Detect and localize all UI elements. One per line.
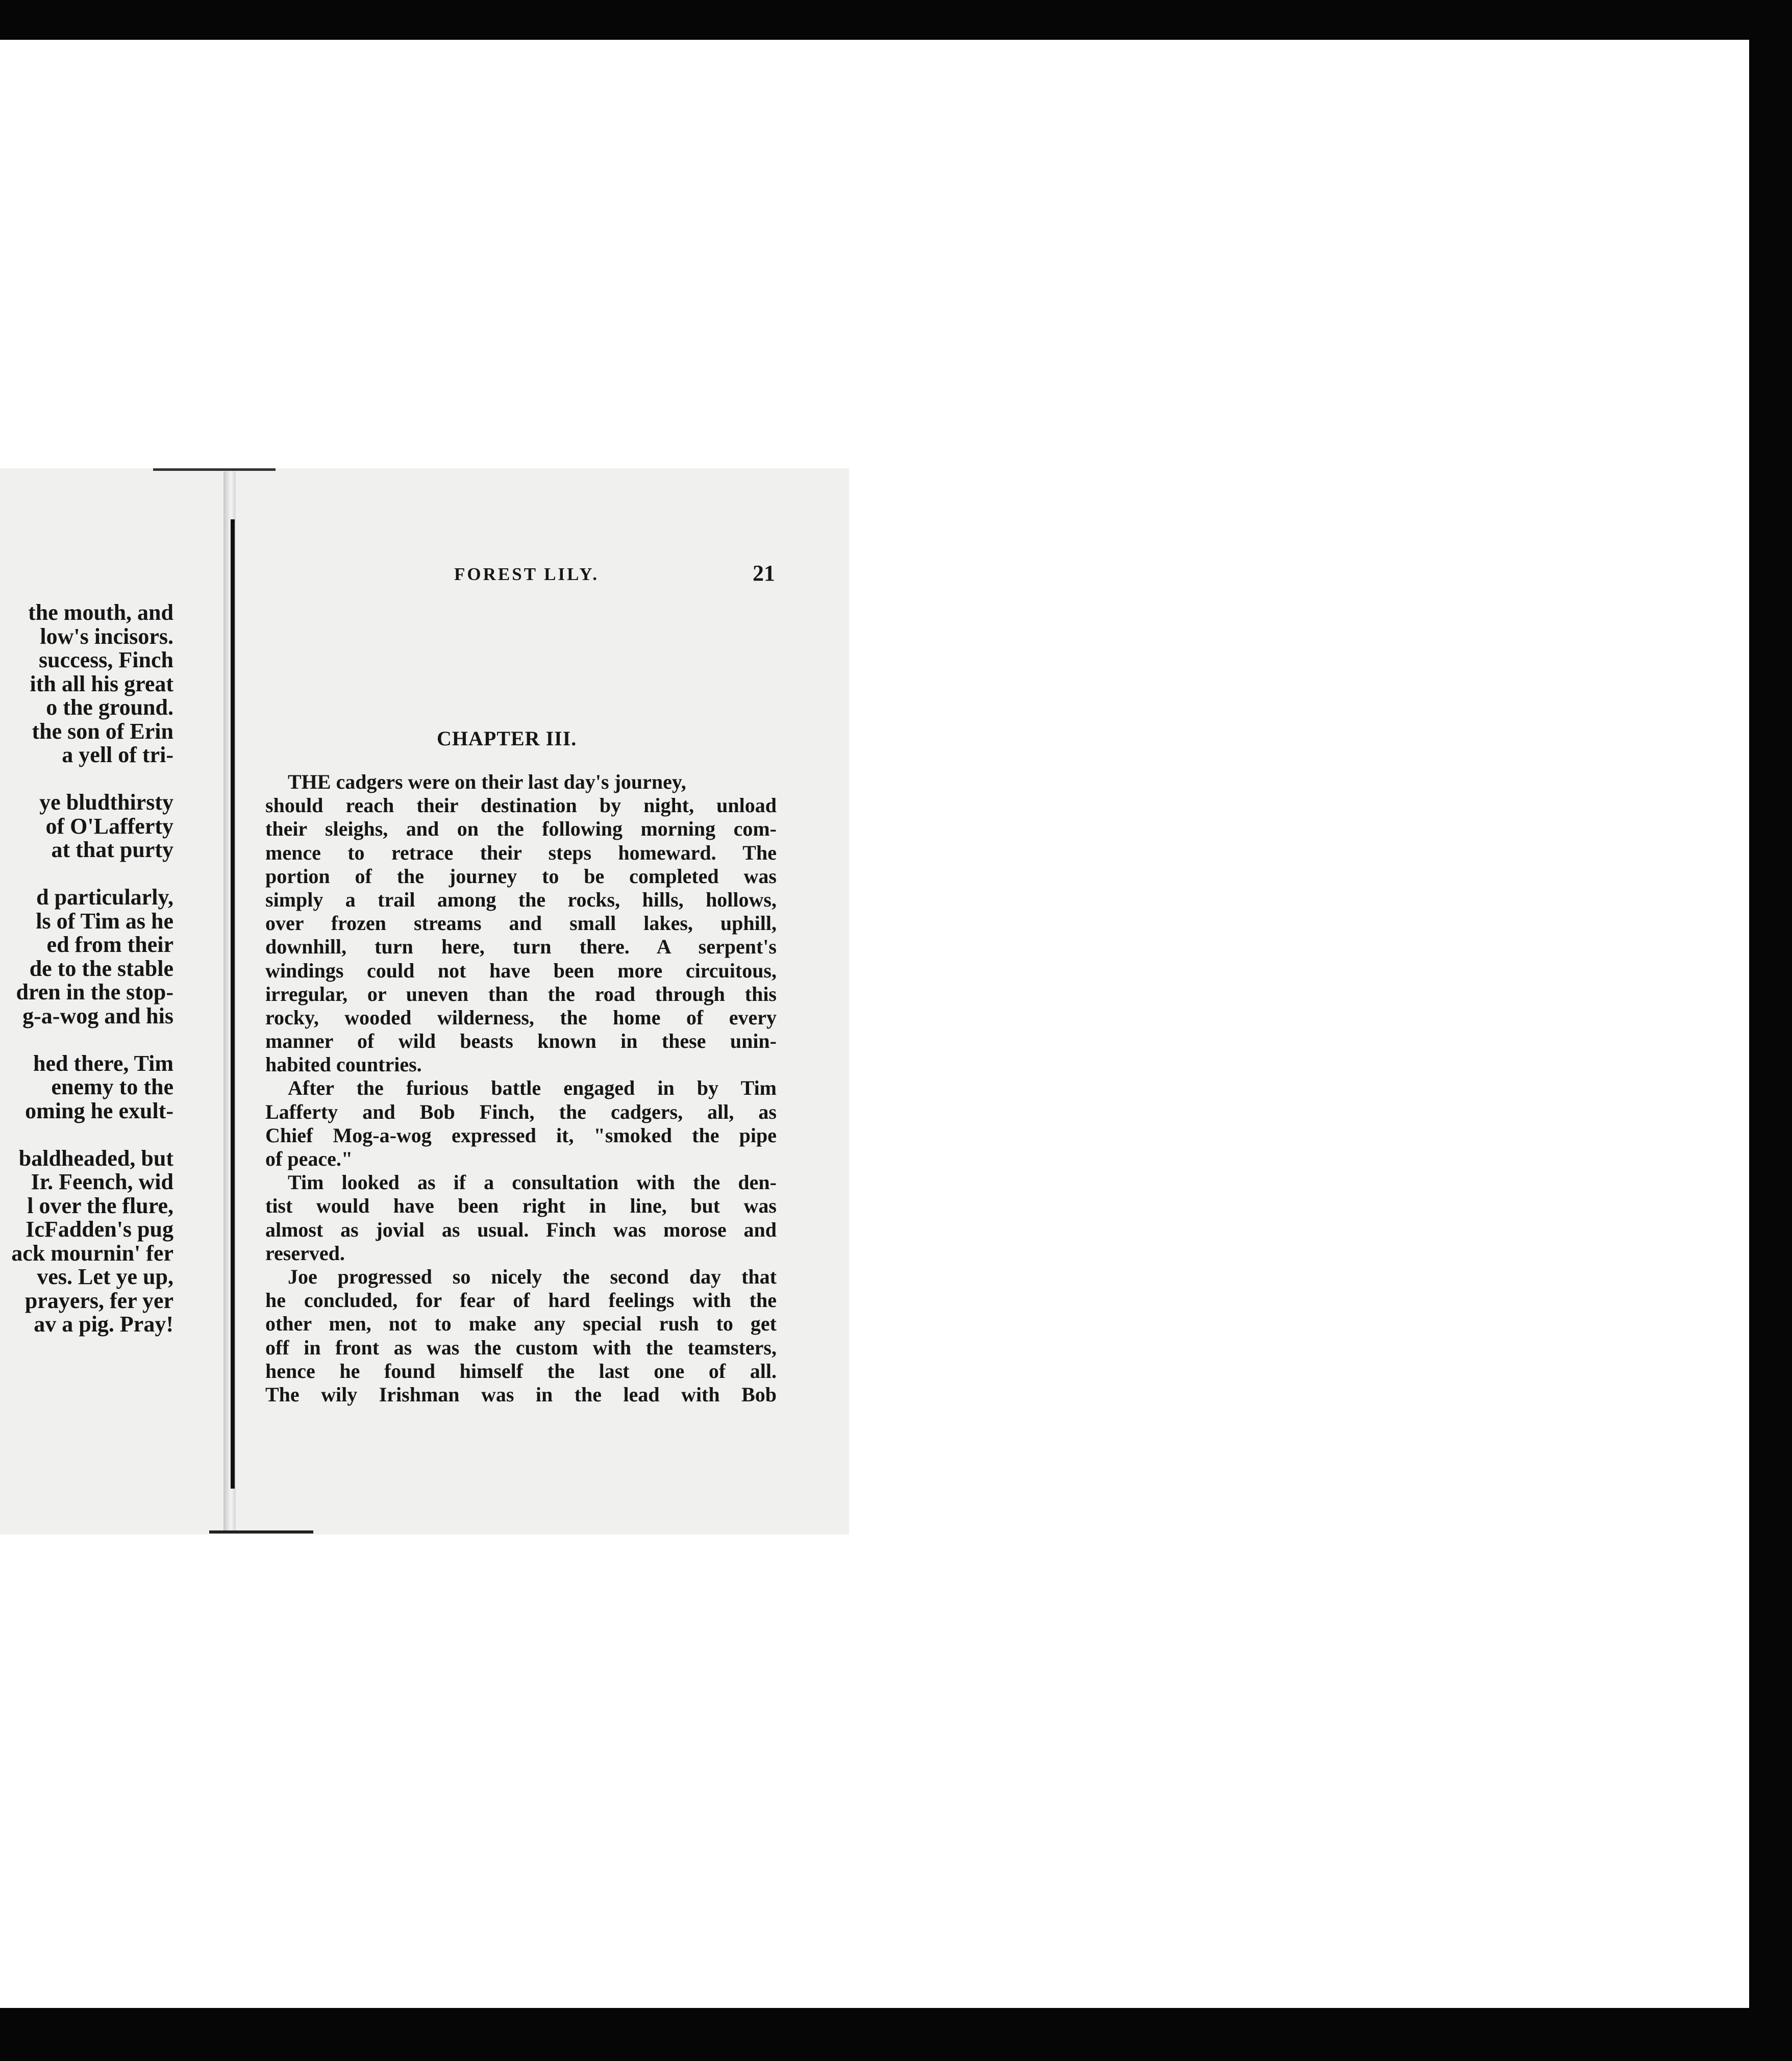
left-text-line: the son of Erin (32, 718, 173, 744)
body-text-line: should reach their destination by night, unload (265, 794, 777, 817)
left-page-text (0, 601, 173, 1337)
left-text-line: baldheaded, but (18, 1145, 173, 1171)
body-text-line: mence to retrace their steps homeward. The (265, 841, 777, 864)
left-text-line: oming he exult- (25, 1098, 173, 1123)
left-text-line: low's incisors. (40, 623, 173, 649)
left-text-line (0, 767, 173, 791)
page-number: 21 (753, 561, 775, 586)
body-text-line: manner of wild beasts known in these unin- (265, 1029, 777, 1053)
body-text-line: over frozen streams and small lakes, uphill, (265, 912, 777, 935)
body-text-line: simply a trail among the rocks, hills, hollows, (265, 888, 777, 911)
left-text-line: IcFadden's pug (26, 1217, 173, 1242)
left-text-line: dren in the stop- (16, 979, 173, 1004)
left-text-line: ls of Tim as he (36, 908, 173, 934)
left-text-line: the mouth, and (28, 600, 173, 625)
body-text-line: Lafferty and Bob Finch, the cadgers, all, as (265, 1100, 777, 1123)
body-text-line: Joe progressed so nicely the second day that (288, 1265, 777, 1288)
left-text-line: Ir. Feench, wid (31, 1169, 173, 1194)
chapter-body-text (265, 770, 777, 1406)
body-text-line: After the furious battle engaged in by Tim (288, 1076, 777, 1100)
left-text-line: a yell of tri- (62, 742, 173, 767)
left-text-line: o the ground. (46, 695, 173, 720)
body-text-line: off in front as was the custom with the teamsters, (265, 1336, 777, 1359)
left-text-line (0, 1123, 173, 1147)
body-text-line: habited countries. (265, 1053, 422, 1076)
running-head: FOREST LILY. (454, 564, 600, 584)
scan-border-right (1749, 0, 1792, 2061)
left-text-line: prayers, fer yer (24, 1288, 173, 1313)
spine-top-edge (153, 468, 276, 471)
scan-border-bottom (0, 2008, 1792, 2061)
left-text-line (0, 1028, 173, 1052)
body-text-line: reserved. (265, 1241, 345, 1265)
body-text-line: windings could not have been more circuitous, (265, 959, 777, 982)
body-text-line: Tim looked as if a consultation with the den- (288, 1171, 777, 1194)
left-page-fragment (0, 468, 214, 1535)
left-text-line: g-a-wog and his (22, 1003, 173, 1028)
body-text-line: other men, not to make any special rush to get (265, 1312, 777, 1336)
body-text-line: tist would have been right in line, but was (265, 1194, 777, 1218)
left-text-line: l over the flure, (27, 1193, 173, 1218)
left-text-line: hed there, Tim (33, 1050, 173, 1076)
left-text-line: at that purty (51, 837, 173, 862)
left-text-line: ves. Let ye up, (37, 1264, 173, 1289)
left-text-line: ed from their (46, 932, 173, 957)
body-text-line: rocky, wooded wilderness, the home of every (265, 1006, 777, 1029)
chapter-heading: CHAPTER III. (437, 727, 577, 750)
left-text-line: success, Finch (39, 647, 173, 672)
book-spread-scan (0, 468, 849, 1535)
left-text-line: ith all his great (30, 671, 173, 696)
spine-dark-line (231, 519, 235, 1489)
body-text-line: their sleighs, and on the following morning com- (265, 817, 777, 841)
body-text-line: irregular, or uneven than the road through this (265, 982, 777, 1006)
left-text-line (0, 862, 173, 886)
left-text-line: d particularly, (36, 885, 173, 910)
body-text-line: of peace." (265, 1147, 353, 1170)
left-text-line: of O'Lafferty (45, 813, 173, 839)
body-text-line: The wily Irishman was in the lead with Bob (265, 1383, 777, 1406)
scan-border-top (0, 0, 1792, 40)
body-text-line: portion of the journey to be completed was (265, 864, 777, 888)
left-text-line: ye bludthirsty (39, 790, 173, 815)
body-text-line: almost as jovial as usual. Finch was morose and (265, 1218, 777, 1241)
body-text-line: Chief Mog-a-wog expressed it, "smoked the pipe (265, 1123, 777, 1147)
left-text-line: de to the stable (29, 956, 173, 981)
left-text-line: av a pig. Pray! (34, 1312, 173, 1337)
body-text-line: downhill, turn here, turn there. A serpent's (265, 935, 777, 959)
body-text-line: hence he found himself the last one of all. (265, 1359, 777, 1383)
left-text-line: enemy to the (51, 1074, 173, 1099)
right-page (265, 468, 849, 1535)
body-text-line: he concluded, for fear of hard feelings with the (265, 1289, 777, 1312)
body-text-line: THE cadgers were on their last day's journey, (288, 770, 686, 793)
left-text-line: ack mournin' fer (11, 1240, 173, 1266)
